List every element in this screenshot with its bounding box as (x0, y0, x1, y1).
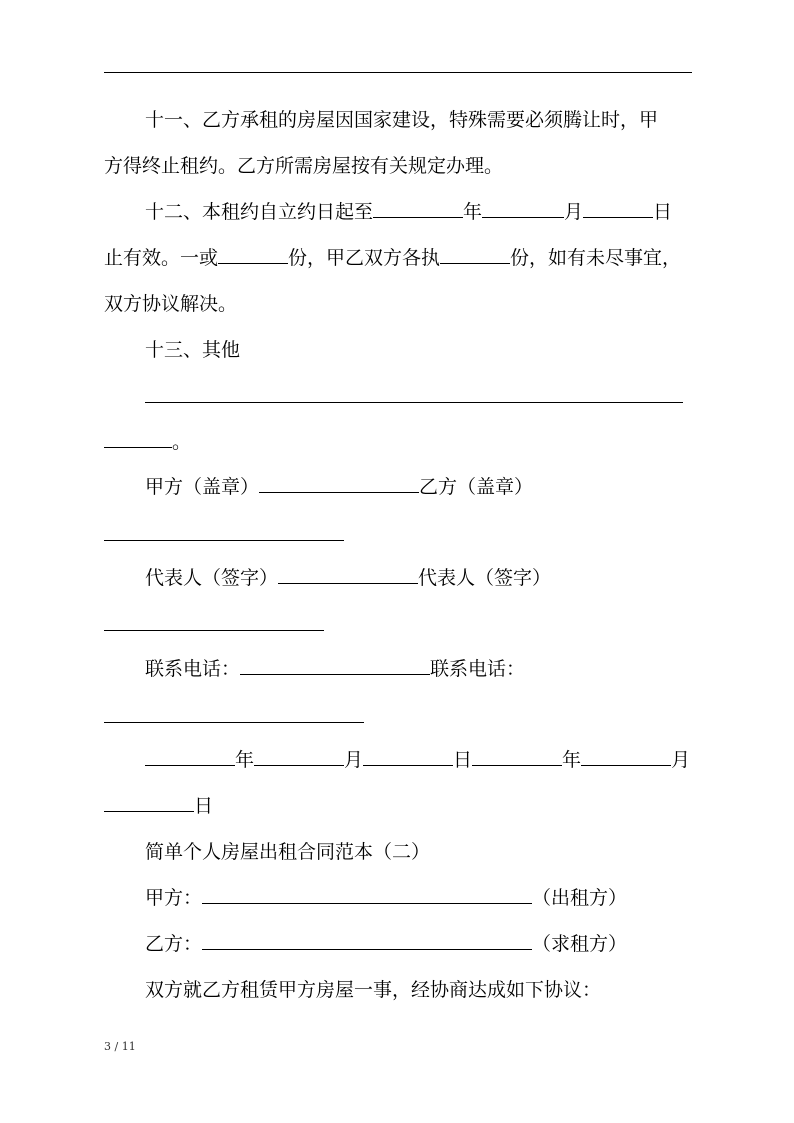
seal-line (145, 475, 533, 499)
rep-a-blank[interactable] (278, 566, 418, 584)
date-b-month-blank[interactable] (581, 748, 671, 766)
clause12-l2a: 止有效。一或 (104, 247, 219, 269)
phone-line (145, 657, 525, 681)
contract2-party-b (145, 932, 627, 956)
date-a-month-blank[interactable] (254, 748, 344, 766)
contract2-party-b-blank[interactable] (202, 932, 532, 950)
rep-line (145, 566, 551, 590)
clause11-line2: 方得终止租约。乙方所需房屋按有关规定办理。 (104, 155, 504, 177)
contract2-title: 简单个人房屋出租合同范本（二） (145, 841, 431, 863)
contract2-party-b-label: 乙方： (145, 933, 203, 955)
date-b-month-label: 月 (671, 749, 691, 771)
party-a-seal-label: 甲方（盖章） (145, 476, 260, 498)
party-b-seal-blank[interactable] (104, 540, 344, 541)
date-line2 (104, 794, 213, 818)
clause12-line1 (145, 200, 672, 224)
date-a-month-label: 月 (344, 749, 364, 771)
party-b-seal-label: 乙方（盖章） (419, 476, 534, 498)
contract2-party-a-label: 甲方： (145, 887, 203, 909)
page-number: 3 / 11 (104, 1040, 136, 1053)
clause12-prefix: 十二、本租约自立约日起至 (145, 201, 374, 223)
rep-b-label: 代表人（签字） (418, 567, 552, 589)
date-b-day-blank[interactable] (104, 794, 194, 812)
contract2-party-b-role: （求租方） (532, 933, 628, 955)
phone-a-label: 联系电话： (145, 658, 241, 680)
date-a-day-label: 日 (453, 749, 473, 771)
blank-end-year[interactable] (373, 200, 463, 218)
clause11-line1: 十一、乙方承租的房屋因国家建设，特殊需要必须腾让时，甲 (145, 109, 659, 131)
rep-b-blank[interactable] (104, 630, 324, 631)
phone-a-blank[interactable] (240, 657, 430, 675)
clause12-l2b: 份，甲乙双方各执 (288, 247, 441, 269)
date-b-year-label: 年 (562, 749, 582, 771)
date-a-day-blank[interactable] (363, 748, 453, 766)
date-a-year-label: 年 (235, 749, 255, 771)
blank-end-day[interactable] (583, 200, 653, 218)
clause13-title: 十三、其他 (145, 339, 241, 361)
clause13-blank-line1[interactable] (145, 402, 683, 403)
clause13-line2 (104, 430, 191, 454)
clause12-l2c: 份，如有未尽事宜， (510, 247, 682, 269)
clause12-line2 (104, 246, 681, 270)
clause12-month-label: 月 (564, 201, 584, 223)
party-a-seal-blank[interactable] (259, 475, 419, 493)
blank-copies-each[interactable] (440, 246, 510, 264)
date-b-year-blank[interactable] (472, 748, 562, 766)
contract2-party-a (145, 886, 627, 910)
phone-b-blank[interactable] (104, 722, 364, 723)
clause12-line3: 双方协议解决。 (104, 293, 238, 315)
clause13-end-mark: 。 (172, 431, 192, 453)
contract2-intro: 双方就乙方租赁甲方房屋一事，经协商达成如下协议： (145, 979, 602, 1001)
clause12-day-label: 日 (653, 201, 673, 223)
clause13-blank-line2[interactable] (104, 430, 172, 448)
header-rule (104, 72, 692, 73)
date-b-day-label: 日 (194, 795, 214, 817)
rep-a-label: 代表人（签字） (145, 567, 279, 589)
date-line (145, 748, 690, 772)
contract2-party-a-role: （出租方） (532, 887, 628, 909)
blank-end-month[interactable] (482, 200, 564, 218)
contract2-party-a-blank[interactable] (202, 886, 532, 904)
blank-copies-total[interactable] (218, 246, 288, 264)
clause12-year-label: 年 (463, 201, 483, 223)
date-a-year-blank[interactable] (145, 748, 235, 766)
phone-b-label: 联系电话： (430, 658, 526, 680)
